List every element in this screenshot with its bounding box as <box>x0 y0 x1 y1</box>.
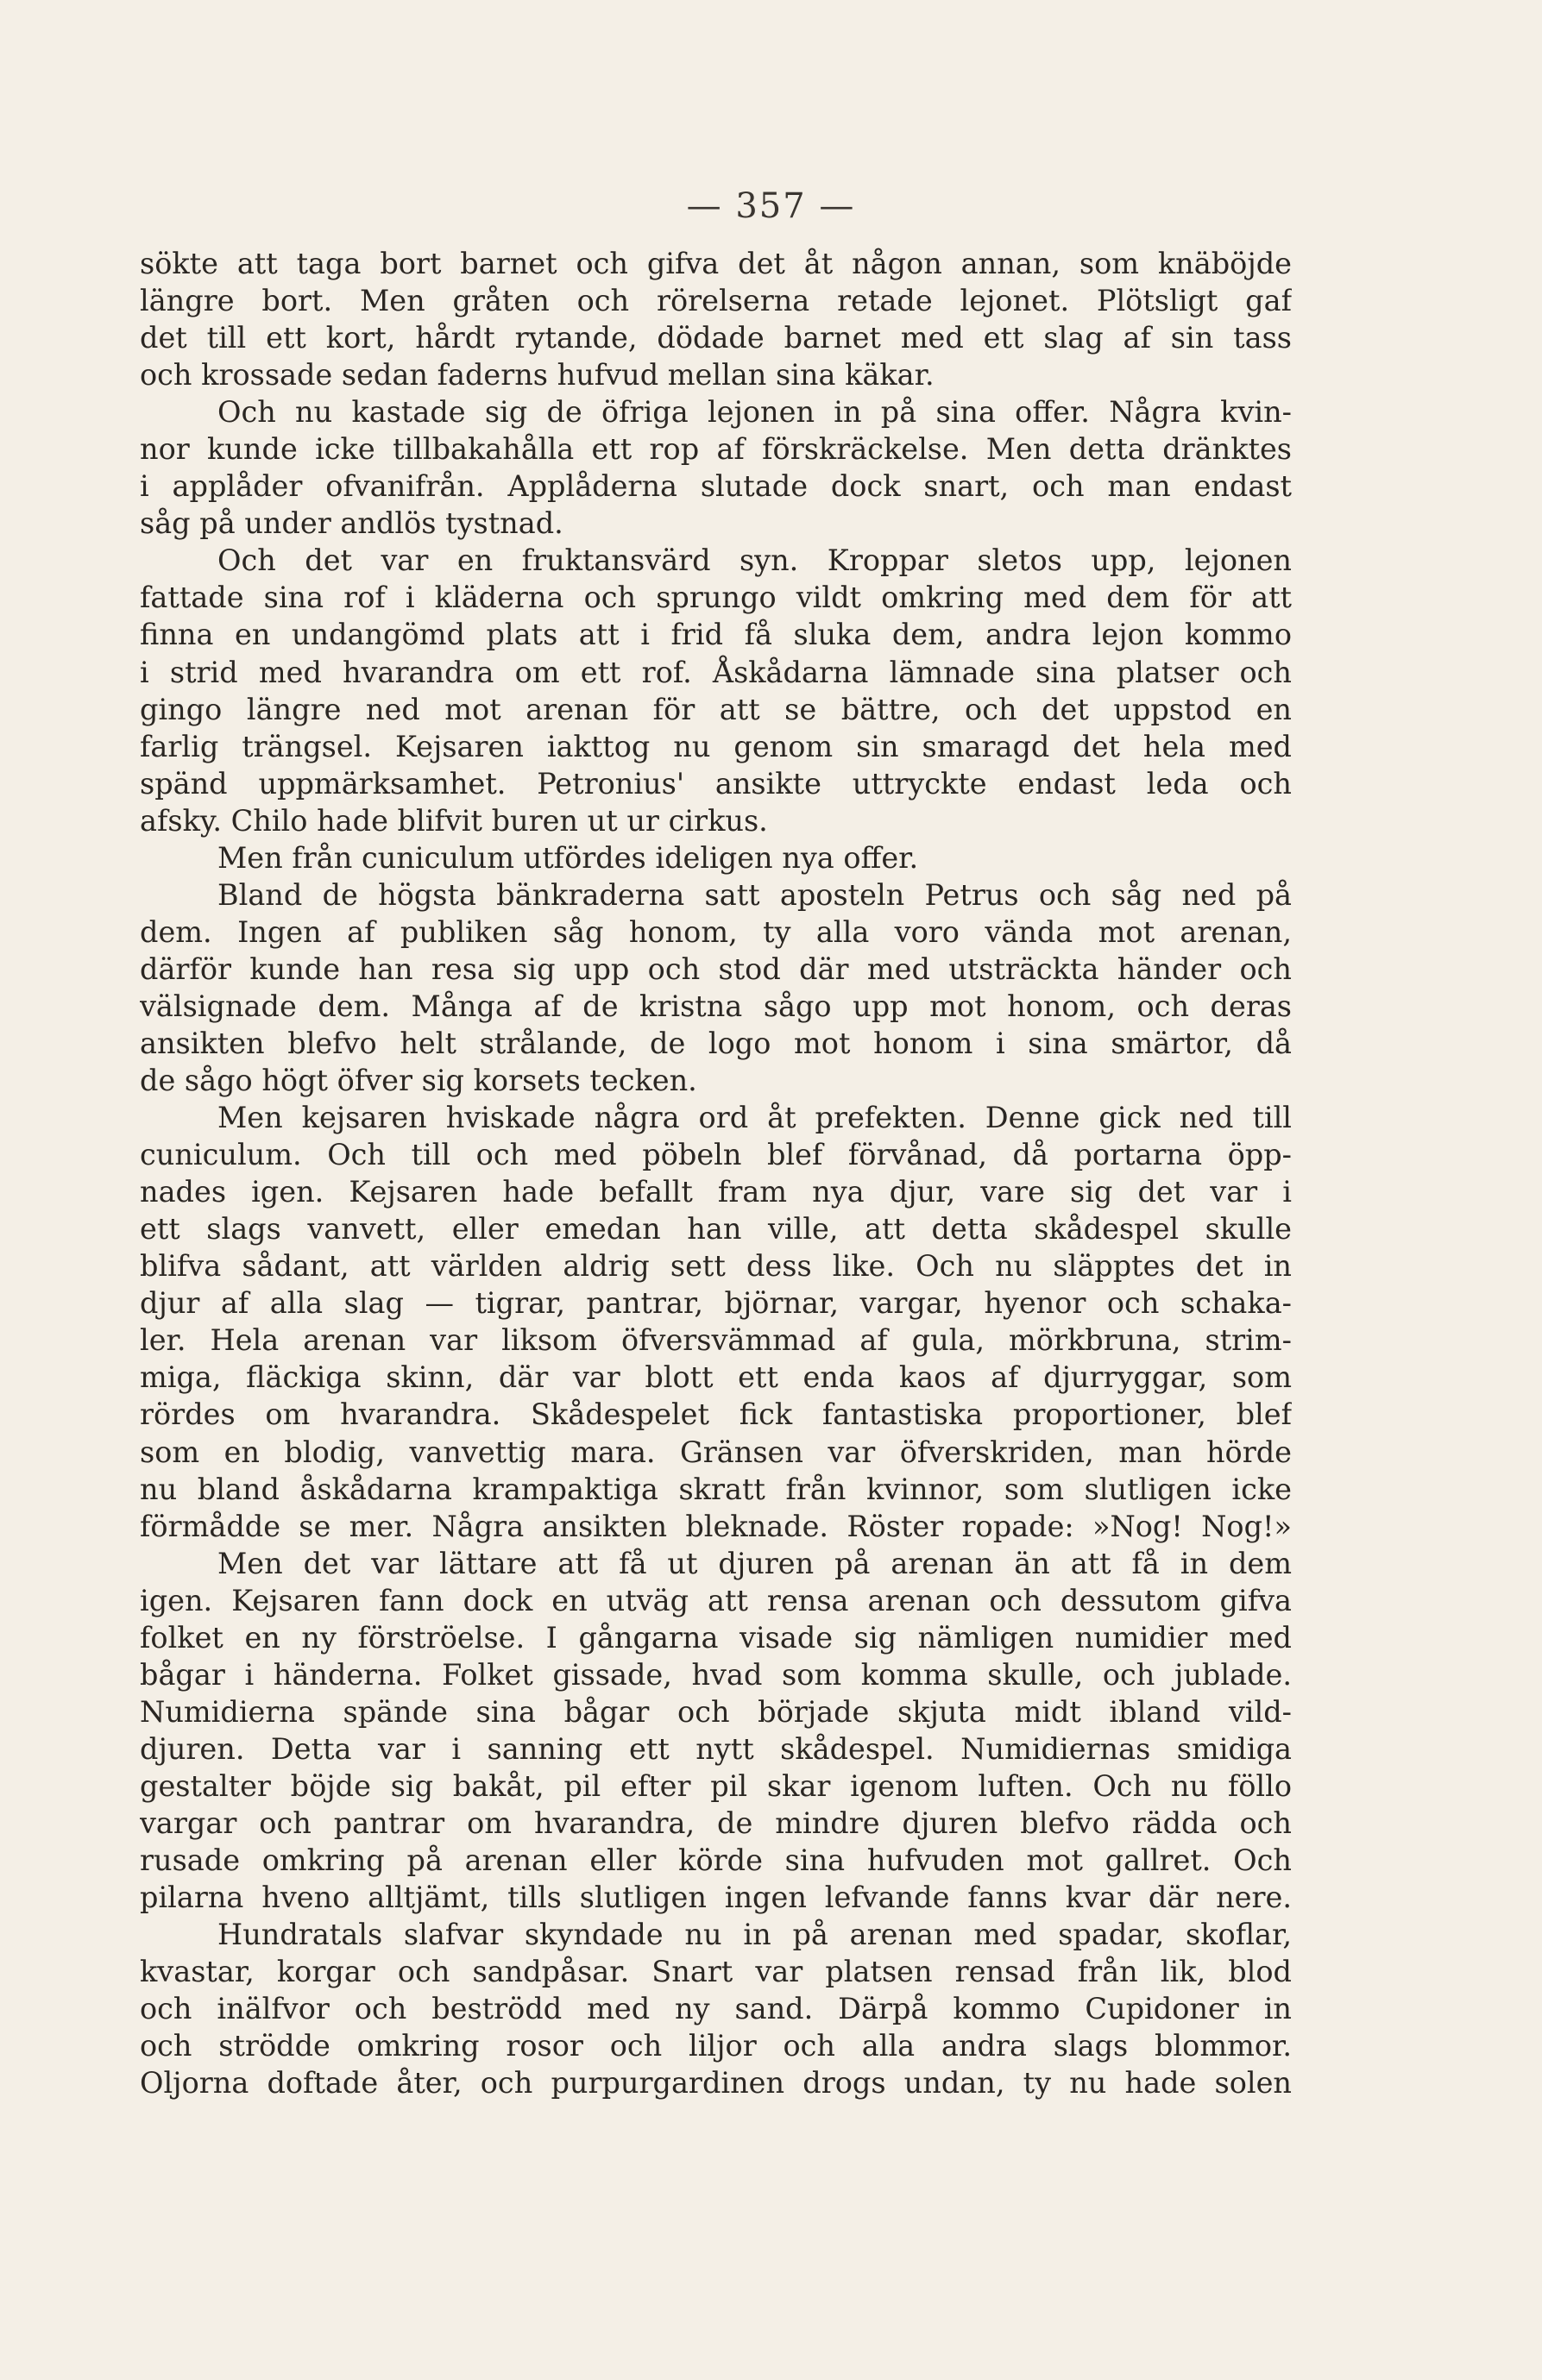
text-line: blifva sådant, att världen aldrig sett dess like. Och nu släpptes det in <box>140 1249 1292 1284</box>
text-line: afsky. Chilo hade blifvit buren ut ur cirkus. <box>140 803 768 838</box>
text-line: gingo längre ned mot arenan för att se bättre, och det uppstod en <box>140 692 1292 726</box>
body-text <box>140 245 1292 2101</box>
text-line: förmådde se mer. Några ansikten bleknade. Röster ropade: »Nog! Nog!» <box>140 1509 1292 1543</box>
text-line: vargar och pantrar om hvarandra, de mindre djuren blefvo rädda och <box>140 1805 1292 1840</box>
page-number: — 357 — <box>686 186 856 226</box>
text-line: spänd uppmärksamhet. Petronius' ansikte uttryckte endast leda och <box>140 766 1292 801</box>
text-line: pilarna hveno alltjämt, tills slutligen ingen lefvande fanns kvar där nere. <box>140 1881 1292 1915</box>
text-line: fattade sina rof i kläderna och sprungo vildt omkring med dem för att <box>140 581 1292 615</box>
text-line: nades igen. Kejsaren hade befallt fram nya djur, vare sig det var i <box>140 1175 1292 1209</box>
text-line: cuniculum. Och till och med pöbeln blef förvånad, då portarna öpp- <box>140 1138 1292 1172</box>
text-line: ett slags vanvett, eller emedan han ville, att detta skådespel skulle <box>140 1212 1292 1247</box>
paragraph-start-line: Men kejsaren hviskade några ord åt prefekten. Denne gick ned till <box>217 1101 1292 1135</box>
text-line: nu bland åskådarna krampaktiga skratt från kvinnor, som slutligen icke <box>140 1472 1292 1506</box>
text-line: miga, fläckiga skinn, där var blott ett enda kaos af djurryggar, som <box>140 1360 1292 1395</box>
text-line: i strid med hvarandra om ett rof. Åskådarna lämnade sina platser och <box>140 655 1292 689</box>
text-line: djur af alla slag — tigrar, pantrar, björnar, vargar, hyenor och schaka- <box>140 1286 1292 1321</box>
text-line: i applåder ofvanifrån. Applåderna slutade dock snart, och man endast <box>140 469 1292 504</box>
text-line: bågar i händerna. Folket gissade, hvad som komma skulle, och jublade. <box>140 1657 1292 1692</box>
paragraph-start-line: Och nu kastade sig de öfriga lejonen in på sina offer. Några kvin- <box>217 395 1292 430</box>
text-line: igen. Kejsaren fann dock en utväg att rensa arenan och dessutom gifva <box>140 1583 1292 1617</box>
text-line: farlig trängsel. Kejsaren iakttog nu genom sin smaragd det hela med <box>140 729 1292 763</box>
text-line: rördes om hvarandra. Skådespelet fick fantastiska proportioner, blef <box>140 1397 1292 1432</box>
text-line: Numidierna spände sina bågar och började skjuta midt ibland vild- <box>140 1694 1292 1729</box>
paragraph-start-line: Men från cuniculum utfördes ideligen nya offer. <box>217 840 919 875</box>
text-line: sökte att taga bort barnet och gifva det åt någon annan, som knäböjde <box>140 247 1292 280</box>
text-line: finna en undangömd plats att i frid få sluka dem, andra lejon kommo <box>140 618 1292 652</box>
text-line: de sågo högt öfver sig korsets tecken. <box>140 1064 697 1098</box>
text-line: därför kunde han resa sig upp och stod där med utsträckta händer och <box>140 951 1292 986</box>
paragraph-start-line: Men det var lättare att få ut djuren på arenan än att få in dem <box>217 1546 1292 1580</box>
text-line: ler. Hela arenan var liksom öfversvämmad af gula, mörkbruna, strim- <box>140 1323 1292 1358</box>
text-line: och strödde omkring rosor och liljor och alla andra slags blommor. <box>140 2029 1292 2063</box>
text-line: såg på under andlös tystnad. <box>140 506 563 541</box>
text-line: nor kunde icke tillbakahålla ett rop af förskräckelse. Men detta dränktes <box>140 432 1292 467</box>
paragraph-start-line: Bland de högsta bänkraderna satt aposteln Petrus och såg ned på <box>217 877 1292 912</box>
text-line: rusade omkring på arenan eller körde sina hufvuden mot gallret. Och <box>140 1843 1292 1878</box>
text-line: och krossade sedan faderns hufvud mellan sina käkar. <box>140 358 935 392</box>
paragraph-start-line: Och det var en fruktansvärd syn. Kroppar sletos upp, lejonen <box>217 543 1292 578</box>
text-line: djuren. Detta var i sanning ett nytt skådespel. Numidiernas smidiga <box>140 1731 1292 1766</box>
text-line: dem. Ingen af publiken såg honom, ty alla voro vända mot arenan, <box>140 914 1292 949</box>
text-line: folket en ny förströelse. I gångarna visade sig nämligen numidier med <box>140 1620 1292 1655</box>
text-line: Oljorna doftade åter, och purpurgardinen drogs undan, ty nu hade solen <box>140 2066 1292 2101</box>
text-line: och inälfvor och beströdd med ny sand. Därpå kommo Cupidoner in <box>140 1992 1292 2026</box>
text-line: välsignade dem. Många af de kristna sågo upp mot honom, och deras <box>140 989 1292 1023</box>
text-line: ansikten blefvo helt strålande, de logo mot honom i sina smärtor, då <box>140 1026 1292 1060</box>
text-line: som en blodig, vanvettig mara. Gränsen var öfverskriden, man hörde <box>140 1435 1292 1469</box>
text-line: längre bort. Men gråten och rörelserna retade lejonet. Plötsligt gaf <box>140 284 1292 318</box>
paragraph-start-line: Hundratals slafvar skyndade nu in på arenan med spadar, skoflar, <box>217 1918 1292 1952</box>
text-line: gestalter böjde sig bakåt, pil efter pil skar igenom luften. Och nu föllo <box>140 1768 1292 1803</box>
text-line: kvastar, korgar och sandpåsar. Snart var platsen rensad från lik, blod <box>140 1955 1292 1989</box>
text-line: det till ett kort, hårdt rytande, dödade barnet med ett slag af sin tass <box>140 321 1292 355</box>
